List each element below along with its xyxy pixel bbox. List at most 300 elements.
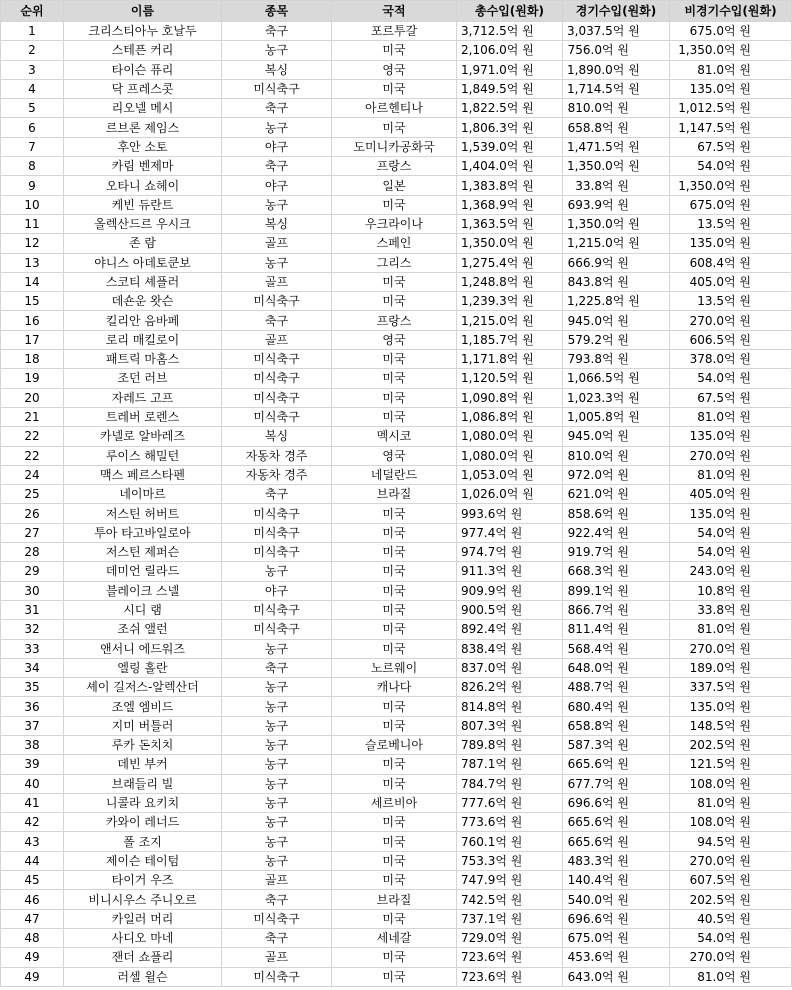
rank-cell: 3 — [1, 60, 64, 79]
nationality-cell: 미국 — [332, 620, 457, 639]
rank-cell: 11 — [1, 214, 64, 233]
off-field-earnings-cell: 135.0억 원 — [670, 504, 792, 523]
off-field-earnings-cell: 108.0억 원 — [670, 813, 792, 832]
off-field-earnings-cell: 54.0억 원 — [670, 928, 792, 947]
sport-cell: 미식축구 — [222, 543, 332, 562]
header-total-earnings: 총수입(원화) — [457, 1, 563, 22]
total-earnings-cell: 760.1억 원 — [457, 832, 563, 851]
table-row — [1, 350, 792, 369]
table-row — [1, 214, 792, 233]
off-field-earnings-cell: 189.0억 원 — [670, 658, 792, 677]
off-field-earnings-cell: 243.0억 원 — [670, 562, 792, 581]
on-field-earnings-cell: 568.4억 원 — [563, 639, 670, 658]
total-earnings-cell: 723.6억 원 — [457, 948, 563, 967]
off-field-earnings-cell: 270.0억 원 — [670, 639, 792, 658]
nationality-cell: 네덜란드 — [332, 465, 457, 484]
name-cell: 로리 매킬로이 — [64, 330, 222, 349]
sport-cell: 미식축구 — [222, 909, 332, 928]
total-earnings-cell: 909.9억 원 — [457, 581, 563, 600]
total-earnings-cell: 837.0억 원 — [457, 658, 563, 677]
total-earnings-cell: 1,822.5억 원 — [457, 99, 563, 118]
on-field-earnings-cell: 621.0억 원 — [563, 485, 670, 504]
name-cell: 오타니 쇼헤이 — [64, 176, 222, 195]
rank-cell: 5 — [1, 99, 64, 118]
rank-cell: 49 — [1, 948, 64, 967]
nationality-cell: 미국 — [332, 755, 457, 774]
sport-cell: 야구 — [222, 176, 332, 195]
sport-cell: 복싱 — [222, 214, 332, 233]
sport-cell: 미식축구 — [222, 600, 332, 619]
table-row — [1, 504, 792, 523]
name-cell: 폴 조지 — [64, 832, 222, 851]
table-row — [1, 427, 792, 446]
rank-cell: 29 — [1, 562, 64, 581]
on-field-earnings-cell: 658.8억 원 — [563, 716, 670, 735]
sport-cell: 농구 — [222, 755, 332, 774]
total-earnings-cell: 974.7억 원 — [457, 543, 563, 562]
on-field-earnings-cell: 668.3억 원 — [563, 562, 670, 581]
rank-cell: 7 — [1, 137, 64, 156]
name-cell: 리오넬 메시 — [64, 99, 222, 118]
nationality-cell: 영국 — [332, 330, 457, 349]
sport-cell: 골프 — [222, 948, 332, 967]
name-cell: 러셀 윌슨 — [64, 967, 222, 986]
total-earnings-cell: 1,383.8억 원 — [457, 176, 563, 195]
table-row — [1, 678, 792, 697]
table-row — [1, 832, 792, 851]
name-cell: 올렉산드르 우시크 — [64, 214, 222, 233]
nationality-cell: 미국 — [332, 504, 457, 523]
off-field-earnings-cell: 607.5억 원 — [670, 871, 792, 890]
nationality-cell: 캐나다 — [332, 678, 457, 697]
total-earnings-cell: 784.7억 원 — [457, 774, 563, 793]
table-row — [1, 465, 792, 484]
name-cell: 지미 버틀러 — [64, 716, 222, 735]
nationality-cell: 영국 — [332, 60, 457, 79]
off-field-earnings-cell: 108.0억 원 — [670, 774, 792, 793]
sport-cell: 농구 — [222, 813, 332, 832]
nationality-cell: 슬로베니아 — [332, 735, 457, 754]
sport-cell: 미식축구 — [222, 369, 332, 388]
on-field-earnings-cell: 1,005.8억 원 — [563, 407, 670, 426]
table-row — [1, 60, 792, 79]
rank-cell: 19 — [1, 369, 64, 388]
total-earnings-cell: 1,239.3억 원 — [457, 292, 563, 311]
total-earnings-cell: 911.3억 원 — [457, 562, 563, 581]
total-earnings-cell: 1,363.5억 원 — [457, 214, 563, 233]
table-row — [1, 79, 792, 98]
on-field-earnings-cell: 919.7억 원 — [563, 543, 670, 562]
rank-cell: 18 — [1, 350, 64, 369]
rank-cell: 12 — [1, 234, 64, 253]
nationality-cell: 미국 — [332, 388, 457, 407]
on-field-earnings-cell: 453.6억 원 — [563, 948, 670, 967]
rank-cell: 24 — [1, 465, 64, 484]
on-field-earnings-cell: 810.0억 원 — [563, 446, 670, 465]
name-cell: 패트릭 마홈스 — [64, 350, 222, 369]
total-earnings-cell: 1,215.0억 원 — [457, 311, 563, 330]
name-cell: 저스틴 허버트 — [64, 504, 222, 523]
name-cell: 네이마르 — [64, 485, 222, 504]
off-field-earnings-cell: 81.0억 원 — [670, 793, 792, 812]
nationality-cell: 미국 — [332, 813, 457, 832]
name-cell: 카넬로 알바레즈 — [64, 427, 222, 446]
on-field-earnings-cell: 1,890.0억 원 — [563, 60, 670, 79]
on-field-earnings-cell: 793.8억 원 — [563, 350, 670, 369]
total-earnings-cell: 3,712.5억 원 — [457, 22, 563, 41]
on-field-earnings-cell: 843.8억 원 — [563, 272, 670, 291]
off-field-earnings-cell: 135.0억 원 — [670, 697, 792, 716]
header-nationality: 국적 — [332, 1, 457, 22]
nationality-cell: 스페인 — [332, 234, 457, 253]
rank-cell: 33 — [1, 639, 64, 658]
off-field-earnings-cell: 81.0억 원 — [670, 967, 792, 986]
table-row — [1, 813, 792, 832]
off-field-earnings-cell: 54.0억 원 — [670, 543, 792, 562]
off-field-earnings-cell: 81.0억 원 — [670, 620, 792, 639]
sport-cell: 축구 — [222, 99, 332, 118]
off-field-earnings-cell: 148.5억 원 — [670, 716, 792, 735]
off-field-earnings-cell: 54.0억 원 — [670, 157, 792, 176]
off-field-earnings-cell: 1,012.5억 원 — [670, 99, 792, 118]
nationality-cell: 미국 — [332, 195, 457, 214]
nationality-cell: 미국 — [332, 118, 457, 137]
nationality-cell: 영국 — [332, 446, 457, 465]
total-earnings-cell: 1,971.0억 원 — [457, 60, 563, 79]
nationality-cell: 미국 — [332, 581, 457, 600]
off-field-earnings-cell: 54.0억 원 — [670, 369, 792, 388]
off-field-earnings-cell: 405.0억 원 — [670, 272, 792, 291]
on-field-earnings-cell: 579.2억 원 — [563, 330, 670, 349]
sport-cell: 골프 — [222, 330, 332, 349]
off-field-earnings-cell: 675.0억 원 — [670, 22, 792, 41]
rank-cell: 38 — [1, 735, 64, 754]
sport-cell: 자동차 경주 — [222, 465, 332, 484]
sport-cell: 미식축구 — [222, 523, 332, 542]
sport-cell: 농구 — [222, 793, 332, 812]
off-field-earnings-cell: 135.0억 원 — [670, 427, 792, 446]
on-field-earnings-cell: 899.1억 원 — [563, 581, 670, 600]
off-field-earnings-cell: 1,350.0억 원 — [670, 176, 792, 195]
total-earnings-cell: 1,275.4억 원 — [457, 253, 563, 272]
name-cell: 블레이크 스넬 — [64, 581, 222, 600]
nationality-cell: 도미니카공화국 — [332, 137, 457, 156]
sport-cell: 미식축구 — [222, 388, 332, 407]
on-field-earnings-cell: 665.6억 원 — [563, 832, 670, 851]
name-cell: 야니스 아데토쿤보 — [64, 253, 222, 272]
off-field-earnings-cell: 33.8억 원 — [670, 600, 792, 619]
off-field-earnings-cell: 1,350.0억 원 — [670, 41, 792, 60]
off-field-earnings-cell: 10.8억 원 — [670, 581, 792, 600]
nationality-cell: 미국 — [332, 967, 457, 986]
total-earnings-cell: 977.4억 원 — [457, 523, 563, 542]
table-row — [1, 292, 792, 311]
on-field-earnings-cell: 665.6억 원 — [563, 755, 670, 774]
rank-cell: 45 — [1, 871, 64, 890]
sport-cell: 농구 — [222, 697, 332, 716]
nationality-cell: 그리스 — [332, 253, 457, 272]
table-row — [1, 697, 792, 716]
table-row — [1, 716, 792, 735]
name-cell: 비니시우스 주니오르 — [64, 890, 222, 909]
rank-cell: 35 — [1, 678, 64, 697]
name-cell: 스테픈 커리 — [64, 41, 222, 60]
sport-cell: 농구 — [222, 118, 332, 137]
sport-cell: 축구 — [222, 485, 332, 504]
table-row — [1, 446, 792, 465]
table-row — [1, 793, 792, 812]
name-cell: 케빈 듀란트 — [64, 195, 222, 214]
table-row — [1, 871, 792, 890]
total-earnings-cell: 1,248.8억 원 — [457, 272, 563, 291]
name-cell: 카일러 머리 — [64, 909, 222, 928]
total-earnings-cell: 900.5억 원 — [457, 600, 563, 619]
sport-cell: 미식축구 — [222, 504, 332, 523]
on-field-earnings-cell: 1,471.5억 원 — [563, 137, 670, 156]
total-earnings-cell: 1,806.3억 원 — [457, 118, 563, 137]
off-field-earnings-cell: 1,147.5억 원 — [670, 118, 792, 137]
total-earnings-cell: 1,171.8억 원 — [457, 350, 563, 369]
sport-cell: 야구 — [222, 137, 332, 156]
rank-cell: 1 — [1, 22, 64, 41]
name-cell: 카림 벤제마 — [64, 157, 222, 176]
total-earnings-cell: 777.6억 원 — [457, 793, 563, 812]
off-field-earnings-cell: 121.5억 원 — [670, 755, 792, 774]
name-cell: 앤서니 에드워즈 — [64, 639, 222, 658]
table-row — [1, 581, 792, 600]
table-row — [1, 99, 792, 118]
sport-cell: 농구 — [222, 735, 332, 754]
table-row — [1, 600, 792, 619]
total-earnings-cell: 807.3억 원 — [457, 716, 563, 735]
rank-cell: 8 — [1, 157, 64, 176]
name-cell: 닥 프레스콧 — [64, 79, 222, 98]
nationality-cell: 미국 — [332, 832, 457, 851]
nationality-cell: 미국 — [332, 407, 457, 426]
on-field-earnings-cell: 693.9억 원 — [563, 195, 670, 214]
nationality-cell: 멕시코 — [332, 427, 457, 446]
nationality-cell: 일본 — [332, 176, 457, 195]
sport-cell: 골프 — [222, 871, 332, 890]
table-row — [1, 118, 792, 137]
table-row — [1, 311, 792, 330]
sport-cell: 축구 — [222, 890, 332, 909]
off-field-earnings-cell: 94.5억 원 — [670, 832, 792, 851]
table-row — [1, 330, 792, 349]
nationality-cell: 아르헨티나 — [332, 99, 457, 118]
table-row — [1, 195, 792, 214]
total-earnings-cell: 1,368.9억 원 — [457, 195, 563, 214]
rank-cell: 17 — [1, 330, 64, 349]
table-row — [1, 41, 792, 60]
sport-cell: 복싱 — [222, 60, 332, 79]
on-field-earnings-cell: 1,215.0억 원 — [563, 234, 670, 253]
name-cell: 조쉬 앨런 — [64, 620, 222, 639]
total-earnings-cell: 1,849.5억 원 — [457, 79, 563, 98]
name-cell: 스코티 셰플러 — [64, 272, 222, 291]
name-cell: 루카 돈치치 — [64, 735, 222, 754]
off-field-earnings-cell: 270.0억 원 — [670, 311, 792, 330]
sport-cell: 축구 — [222, 928, 332, 947]
total-earnings-cell: 737.1억 원 — [457, 909, 563, 928]
sport-cell: 축구 — [222, 22, 332, 41]
sport-cell: 농구 — [222, 41, 332, 60]
sport-cell: 복싱 — [222, 427, 332, 446]
rank-cell: 47 — [1, 909, 64, 928]
table-row — [1, 369, 792, 388]
off-field-earnings-cell: 606.5억 원 — [670, 330, 792, 349]
table-row — [1, 658, 792, 677]
on-field-earnings-cell: 1,023.3억 원 — [563, 388, 670, 407]
table-row — [1, 735, 792, 754]
nationality-cell: 세네갈 — [332, 928, 457, 947]
nationality-cell: 미국 — [332, 909, 457, 928]
table-header — [1, 1, 792, 22]
rank-cell: 27 — [1, 523, 64, 542]
table-row — [1, 253, 792, 272]
nationality-cell: 우크라이나 — [332, 214, 457, 233]
nationality-cell: 브라질 — [332, 485, 457, 504]
nationality-cell: 미국 — [332, 369, 457, 388]
on-field-earnings-cell: 643.0억 원 — [563, 967, 670, 986]
on-field-earnings-cell: 696.6억 원 — [563, 909, 670, 928]
on-field-earnings-cell: 1,066.5억 원 — [563, 369, 670, 388]
table-row — [1, 157, 792, 176]
on-field-earnings-cell: 648.0억 원 — [563, 658, 670, 677]
nationality-cell: 미국 — [332, 523, 457, 542]
on-field-earnings-cell: 3,037.5억 원 — [563, 22, 670, 41]
name-cell: 존 람 — [64, 234, 222, 253]
nationality-cell: 미국 — [332, 948, 457, 967]
on-field-earnings-cell: 811.4억 원 — [563, 620, 670, 639]
total-earnings-cell: 1,026.0억 원 — [457, 485, 563, 504]
name-cell: 루이스 해밀턴 — [64, 446, 222, 465]
sport-cell: 농구 — [222, 639, 332, 658]
total-earnings-cell: 1,185.7억 원 — [457, 330, 563, 349]
total-earnings-cell: 993.6억 원 — [457, 504, 563, 523]
nationality-cell: 미국 — [332, 851, 457, 870]
sport-cell: 농구 — [222, 678, 332, 697]
nationality-cell: 미국 — [332, 716, 457, 735]
on-field-earnings-cell: 33.8억 원 — [563, 176, 670, 195]
nationality-cell: 노르웨이 — [332, 658, 457, 677]
total-earnings-cell: 729.0억 원 — [457, 928, 563, 947]
sport-cell: 미식축구 — [222, 79, 332, 98]
nationality-cell: 미국 — [332, 562, 457, 581]
sport-cell: 농구 — [222, 253, 332, 272]
total-earnings-cell: 753.3억 원 — [457, 851, 563, 870]
name-cell: 사디오 마네 — [64, 928, 222, 947]
name-cell: 조엘 엠비드 — [64, 697, 222, 716]
sport-cell: 야구 — [222, 581, 332, 600]
total-earnings-cell: 1,080.0억 원 — [457, 427, 563, 446]
total-earnings-cell: 826.2억 원 — [457, 678, 563, 697]
name-cell: 투아 타고바일로아 — [64, 523, 222, 542]
rank-cell: 37 — [1, 716, 64, 735]
sport-cell: 농구 — [222, 832, 332, 851]
table-row — [1, 909, 792, 928]
total-earnings-cell: 838.4억 원 — [457, 639, 563, 658]
nationality-cell: 미국 — [332, 774, 457, 793]
sport-cell: 농구 — [222, 562, 332, 581]
off-field-earnings-cell: 270.0억 원 — [670, 851, 792, 870]
off-field-earnings-cell: 270.0억 원 — [670, 446, 792, 465]
nationality-cell: 미국 — [332, 292, 457, 311]
sport-cell: 골프 — [222, 272, 332, 291]
nationality-cell: 미국 — [332, 600, 457, 619]
table-row — [1, 562, 792, 581]
table-row — [1, 543, 792, 562]
table-row — [1, 22, 792, 41]
name-cell: 킬리안 음바페 — [64, 311, 222, 330]
sport-cell: 축구 — [222, 311, 332, 330]
on-field-earnings-cell: 866.7억 원 — [563, 600, 670, 619]
rank-cell: 6 — [1, 118, 64, 137]
table-row — [1, 272, 792, 291]
on-field-earnings-cell: 665.6억 원 — [563, 813, 670, 832]
header-sport: 종목 — [222, 1, 332, 22]
sport-cell: 골프 — [222, 234, 332, 253]
sport-cell: 농구 — [222, 195, 332, 214]
name-cell: 크리스티아누 호날두 — [64, 22, 222, 41]
on-field-earnings-cell: 587.3억 원 — [563, 735, 670, 754]
header-on-field-earnings: 경기수입(원화) — [563, 1, 670, 22]
name-cell: 데미언 릴라드 — [64, 562, 222, 581]
on-field-earnings-cell: 922.4억 원 — [563, 523, 670, 542]
off-field-earnings-cell: 135.0억 원 — [670, 234, 792, 253]
table-body — [1, 22, 792, 987]
on-field-earnings-cell: 675.0억 원 — [563, 928, 670, 947]
rank-cell: 42 — [1, 813, 64, 832]
total-earnings-cell: 742.5억 원 — [457, 890, 563, 909]
off-field-earnings-cell: 67.5억 원 — [670, 137, 792, 156]
rank-cell: 16 — [1, 311, 64, 330]
total-earnings-cell: 814.8억 원 — [457, 697, 563, 716]
sport-cell: 농구 — [222, 774, 332, 793]
on-field-earnings-cell: 696.6억 원 — [563, 793, 670, 812]
total-earnings-cell: 1,539.0억 원 — [457, 137, 563, 156]
off-field-earnings-cell: 13.5억 원 — [670, 214, 792, 233]
table-row — [1, 176, 792, 195]
nationality-cell: 프랑스 — [332, 157, 457, 176]
name-cell: 데숀운 왓슨 — [64, 292, 222, 311]
rank-cell: 39 — [1, 755, 64, 774]
nationality-cell: 미국 — [332, 41, 457, 60]
on-field-earnings-cell: 677.7억 원 — [563, 774, 670, 793]
name-cell: 엘링 홀란 — [64, 658, 222, 677]
on-field-earnings-cell: 1,225.8억 원 — [563, 292, 670, 311]
rank-cell: 40 — [1, 774, 64, 793]
name-cell: 시디 램 — [64, 600, 222, 619]
off-field-earnings-cell: 675.0억 원 — [670, 195, 792, 214]
on-field-earnings-cell: 972.0억 원 — [563, 465, 670, 484]
on-field-earnings-cell: 658.8억 원 — [563, 118, 670, 137]
nationality-cell: 미국 — [332, 697, 457, 716]
rank-cell: 32 — [1, 620, 64, 639]
name-cell: 타이슨 퓨리 — [64, 60, 222, 79]
nationality-cell: 브라질 — [332, 890, 457, 909]
name-cell: 잰더 쇼플리 — [64, 948, 222, 967]
total-earnings-cell: 1,090.8억 원 — [457, 388, 563, 407]
off-field-earnings-cell: 81.0억 원 — [670, 60, 792, 79]
name-cell: 타이거 우즈 — [64, 871, 222, 890]
sport-cell: 축구 — [222, 658, 332, 677]
name-cell: 맥스 페르스타펜 — [64, 465, 222, 484]
sport-cell: 미식축구 — [222, 967, 332, 986]
nationality-cell: 세르비아 — [332, 793, 457, 812]
rank-cell: 26 — [1, 504, 64, 523]
header-rank: 순위 — [1, 1, 64, 22]
